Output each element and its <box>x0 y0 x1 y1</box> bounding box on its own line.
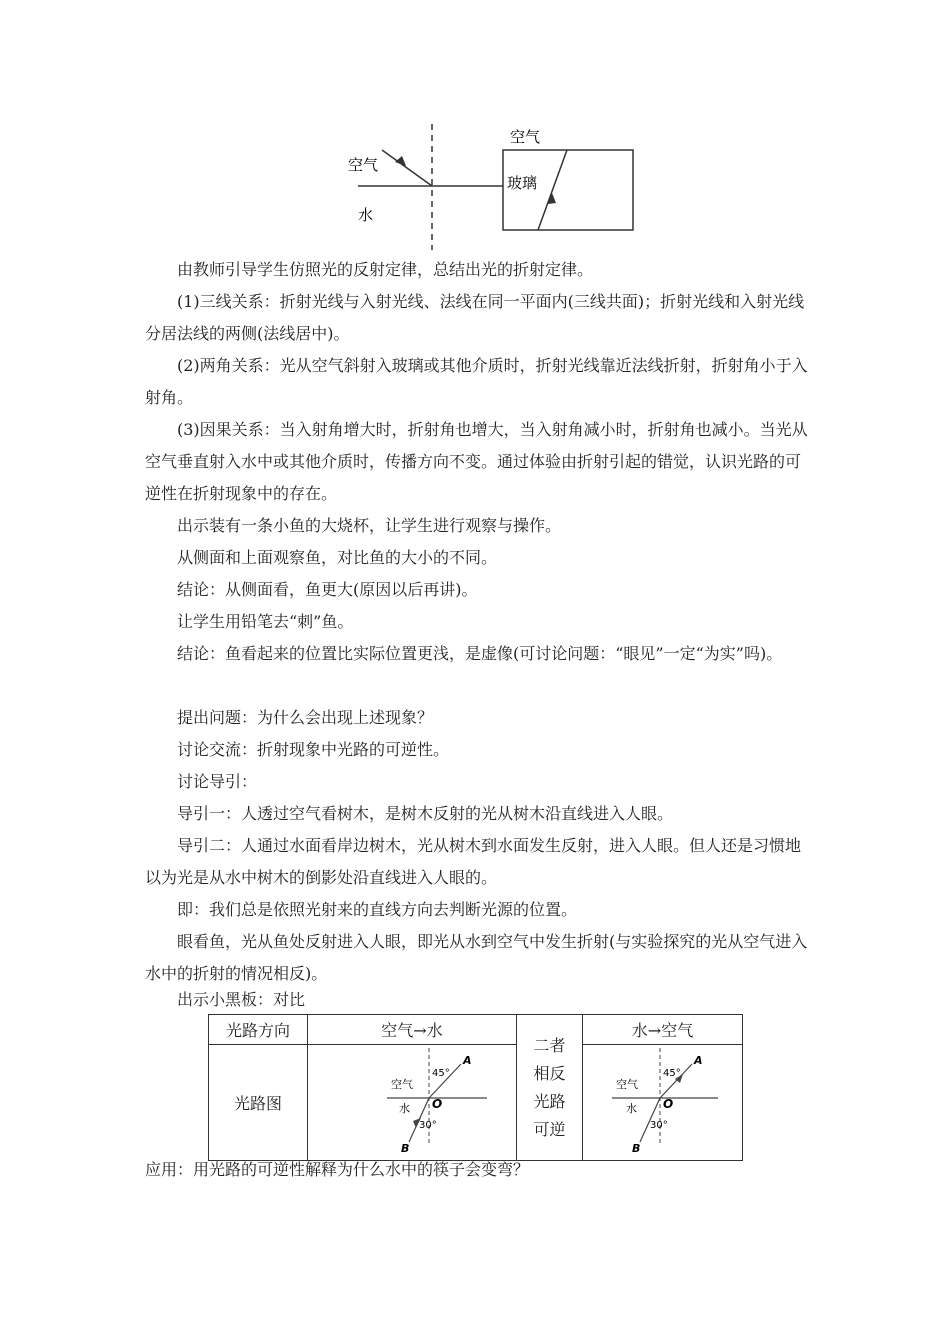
diagram-air-to-water <box>337 1046 487 1156</box>
paragraph-17: 出示小黑板：对比 <box>177 990 306 1009</box>
label-air: 空气 <box>615 1077 638 1091</box>
label-angle-bottom: 30° <box>419 1119 437 1131</box>
label-angle-bottom: 30° <box>649 1119 668 1131</box>
header-direction: 光路方向 <box>209 1015 308 1045</box>
label-air-right: 空气 <box>510 128 541 146</box>
paragraph-15: 即：我们总是依照光射来的直线方向去判断光源的位置。 <box>177 900 578 919</box>
paragraph-14: 导引二：人通过水面看岸边树木，光从树木到水面发生反射，进入人眼。但人还是习惯地以为光是从水中树木的倒影处沿直线进入人眼的。 <box>145 836 802 887</box>
paragraph-16: 眼看鱼，光从鱼处反射进入人眼，即光从水到空气中发生折射(与实验探究的光从空气进入水中的折射的情况相反)。 <box>145 932 808 983</box>
label-air: 空气 <box>391 1077 413 1091</box>
label-b: B <box>401 1141 410 1155</box>
paragraph-12: 讨论导引： <box>177 772 258 791</box>
refraction-figure <box>340 120 640 252</box>
paragraph-1: 由教师引导学生仿照光的反射定律，总结出光的折射定律。 <box>177 260 594 279</box>
label-a: A <box>693 1053 703 1067</box>
row-label-diagram: 光路图 <box>209 1045 308 1161</box>
glass-ray <box>538 150 567 230</box>
diagram-air-to-water-cell <box>308 1045 517 1161</box>
paragraph-7: 结论：从侧面看，鱼更大(原因以后再讲)。 <box>177 580 478 599</box>
paragraph-10: 提出问题：为什么会出现上述现象？ <box>177 708 434 727</box>
incident-arrow <box>395 156 406 166</box>
paragraph-2: (1)三线关系：折射光线与入射光线、法线在同一平面内(三线共面)；折射光线和入射光线分居法线的两侧(法线居中)。 <box>145 292 805 343</box>
label-a: A <box>463 1053 472 1067</box>
note-line-2: 相反 <box>533 1063 566 1083</box>
label-angle-top: 45° <box>432 1067 450 1079</box>
comparison-table <box>208 1014 743 1161</box>
reversible-note <box>517 1015 583 1161</box>
label-b: B <box>631 1141 640 1155</box>
paragraph-3: (2)两角关系：光从空气斜射入玻璃或其他介质时，折射光线靠近法线折射，折射角小于入射角。 <box>145 356 808 407</box>
paragraph-9: 结论：鱼看起来的位置比实际位置更浅，是虚像(可讨论问题：“眼见”一定“为实”吗)。 <box>177 644 783 663</box>
paragraph-5: 出示装有一条小鱼的大烧杯，让学生进行观察与操作。 <box>177 516 562 535</box>
label-water: 水 <box>399 1101 410 1115</box>
label-o: O <box>662 1096 673 1111</box>
header-water-to-air: 水→空气 <box>583 1015 743 1045</box>
label-water-left: 水 <box>358 206 374 224</box>
paragraph-6: 从侧面和上面观察鱼，对比鱼的大小的不同。 <box>177 548 498 567</box>
note-line-4: 可逆 <box>533 1119 566 1139</box>
paragraph-11: 讨论交流：折射现象中光路的可逆性。 <box>177 740 450 759</box>
diagram-water-to-air <box>588 1046 738 1156</box>
paragraph-18: 应用：用光路的可逆性解释为什么水中的筷子会变弯？ <box>145 1160 530 1179</box>
note-line-3: 光路 <box>533 1091 566 1111</box>
incident-ray <box>382 150 432 186</box>
label-water: 水 <box>625 1101 637 1115</box>
paragraph-13: 导引一：人透过空气看树木，是树木反射的光从树木沿直线进入人眼。 <box>177 804 674 823</box>
label-o: O <box>432 1096 443 1111</box>
label-angle-top: 45° <box>662 1067 681 1079</box>
diagram-water-to-air-cell <box>583 1045 743 1161</box>
label-air-left: 空气 <box>348 156 379 174</box>
paragraph-8: 让学生用铅笔去“刺”鱼。 <box>177 612 354 631</box>
paragraph-4: (3)因果关系：当入射角增大时，折射角也增大，当入射角减小时，折射角也减小。当光从空气垂直射入水中或其他介质时，传播方向不变。通过体验由折射引起的错觉，认识光路的可逆性在折射现象中的存在。 <box>145 420 808 503</box>
note-line-1: 二者 <box>533 1035 566 1055</box>
header-air-to-water: 空气→水 <box>308 1015 517 1045</box>
label-glass: 玻璃 <box>507 174 538 192</box>
